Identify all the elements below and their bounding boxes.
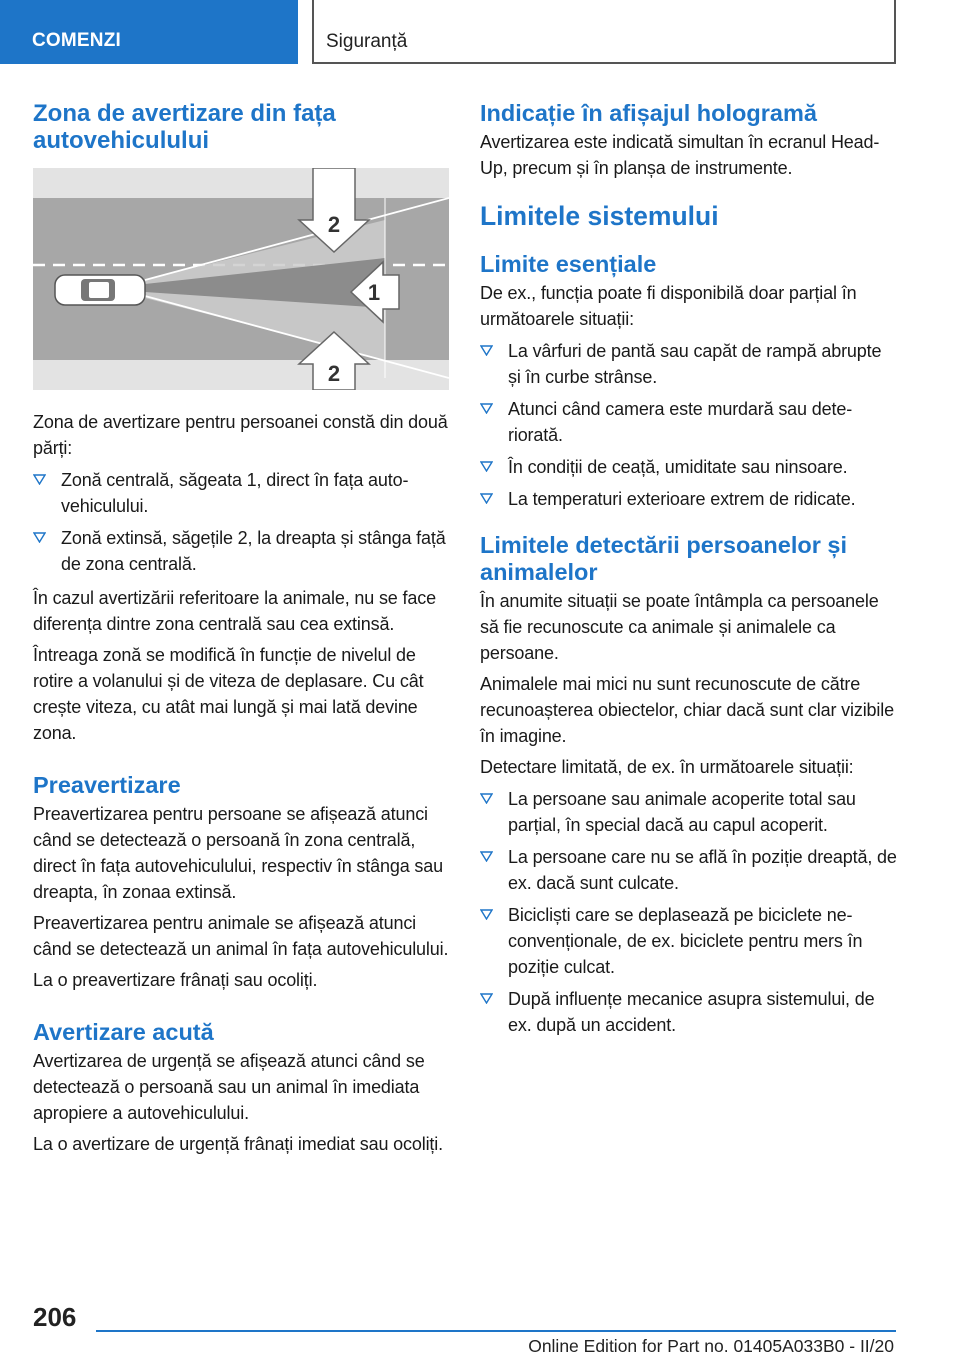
- paragraph: Animalele mai mici nu sunt recunoscute de către recunoașterea obiectelor, chiar dacă sunt clar vizibile în imagine.: [480, 674, 894, 746]
- left-column: [33, 100, 449, 1162]
- page-number: 206: [33, 1302, 77, 1332]
- warning-zone-diagram: [33, 168, 449, 390]
- paragraph: Detectare limitată, de ex. în următoarele situații:: [480, 757, 854, 777]
- triangle-bullet-icon: [480, 345, 493, 356]
- warning-zone-title: Zona de avertizare din fața autovehiculului: [33, 100, 336, 154]
- list-item: În condiții de ceață, umiditate sau ninsoare.: [480, 454, 898, 480]
- triangle-bullet-icon: [480, 793, 493, 804]
- triangle-bullet-icon: [33, 474, 46, 485]
- triangle-bullet-icon: [480, 909, 493, 920]
- paragraph: Avertizarea de urgență se afișează atunci când se detectează o persoană sau un animal în imediata apropiere a autovehiculului.: [33, 1051, 425, 1123]
- chapter-title: Siguranță: [326, 31, 408, 52]
- section-heading: Limite esențiale: [480, 251, 657, 277]
- list-item: La persoane care nu se află în poziție dreaptă, de ex. dacă sunt culcate.: [480, 844, 898, 896]
- list-item: Atunci când camera este murdară sau deteriorată.: [480, 396, 898, 448]
- triangle-bullet-icon: [33, 532, 46, 543]
- paragraph: Preavertizarea pentru animale se afișează atunci când se detectează un animal în fața autovehiculului.: [33, 913, 449, 959]
- list-item: Zonă extinsă, săgețile 2, la dreapta și stânga față de zona centrală.: [33, 525, 449, 577]
- triangle-bullet-icon: [480, 403, 493, 414]
- list-item: Bicicliști care se deplasează pe biciclete neconvenționale, de ex. biciclete pentru mers în poziție culcat.: [480, 902, 898, 980]
- bullet-list: [33, 467, 449, 577]
- chapter-heading: Limitele sistemului: [480, 201, 719, 231]
- section-heading: Preavertizare: [33, 772, 181, 798]
- list-item: La temperaturi exterioare extrem de ridicate.: [480, 486, 898, 512]
- section-heading: Limitele detectării persoanelor și animalelor: [480, 532, 847, 585]
- bullet-list: [480, 338, 898, 512]
- paragraph: Avertizarea este indicată simultan în ecranul Head-Up, precum și în planșa de instrumente.: [480, 132, 880, 178]
- edition-note: Online Edition for Part no. 01405A033B0 - II/20: [528, 1336, 894, 1356]
- svg-text:2: 2: [327, 361, 341, 386]
- paragraph: Întreaga zonă se modifică în funcție de nivelul de rotire a volanului și de viteza de deplasare. Cu cât crește viteza, cu atât mai lungă și mai lată devine zona.: [33, 645, 424, 743]
- paragraph: La o avertizare de urgență frânați imediat sau ocoliți.: [33, 1134, 443, 1154]
- car-icon: [55, 275, 145, 305]
- list-item: La vârfuri de pantă sau capăt de rampă abrupte și în curbe strânse.: [480, 338, 898, 390]
- list-item: La persoane sau animale acoperite total sau parțial, în special dacă au capul acoperit.: [480, 786, 898, 838]
- paragraph: În cazul avertizării referitoare la animale, nu se face diferența dintre zona centrală sau cea extinsă.: [33, 588, 436, 634]
- list-item: Zonă centrală, săgeata 1, direct în fața autovehiculului.: [33, 467, 449, 519]
- paragraph: De ex., funcția poate fi disponibilă doar parțial în următoarele situații:: [480, 283, 857, 329]
- footer-divider: [96, 1330, 896, 1332]
- section-heading: Indicație în afișajul hologramă: [480, 100, 817, 126]
- section-title: COMENZI: [32, 30, 122, 51]
- right-column: [480, 100, 898, 1046]
- paragraph: Zona de avertizare pentru persoanei constă din două părți:: [33, 412, 448, 458]
- triangle-bullet-icon: [480, 493, 493, 504]
- paragraph: Preavertizarea pentru persoane se afișează atunci când se detectează o persoană în zona centrală, direct în fața autovehiculului, respectiv în stânga sau dreapta, în zonaa extinsă.: [33, 804, 443, 902]
- triangle-bullet-icon: [480, 461, 493, 472]
- triangle-bullet-icon: [480, 993, 493, 1004]
- section-tab: [0, 0, 298, 64]
- paragraph: La o preavertizare frânați sau ocoliți.: [33, 970, 318, 990]
- svg-text:1: 1: [367, 280, 381, 305]
- chapter-tab: [312, 0, 896, 64]
- section-heading: Avertizare acută: [33, 1019, 214, 1045]
- bullet-list: [480, 786, 898, 1038]
- svg-text:2: 2: [327, 212, 341, 237]
- triangle-bullet-icon: [480, 851, 493, 862]
- paragraph: În anumite situații se poate întâmpla ca persoanele să fie recunoscute ca animale și animalele ca persoane.: [480, 591, 879, 663]
- list-item: După influențe mecanice asupra sistemului, de ex. după un accident.: [480, 986, 898, 1038]
